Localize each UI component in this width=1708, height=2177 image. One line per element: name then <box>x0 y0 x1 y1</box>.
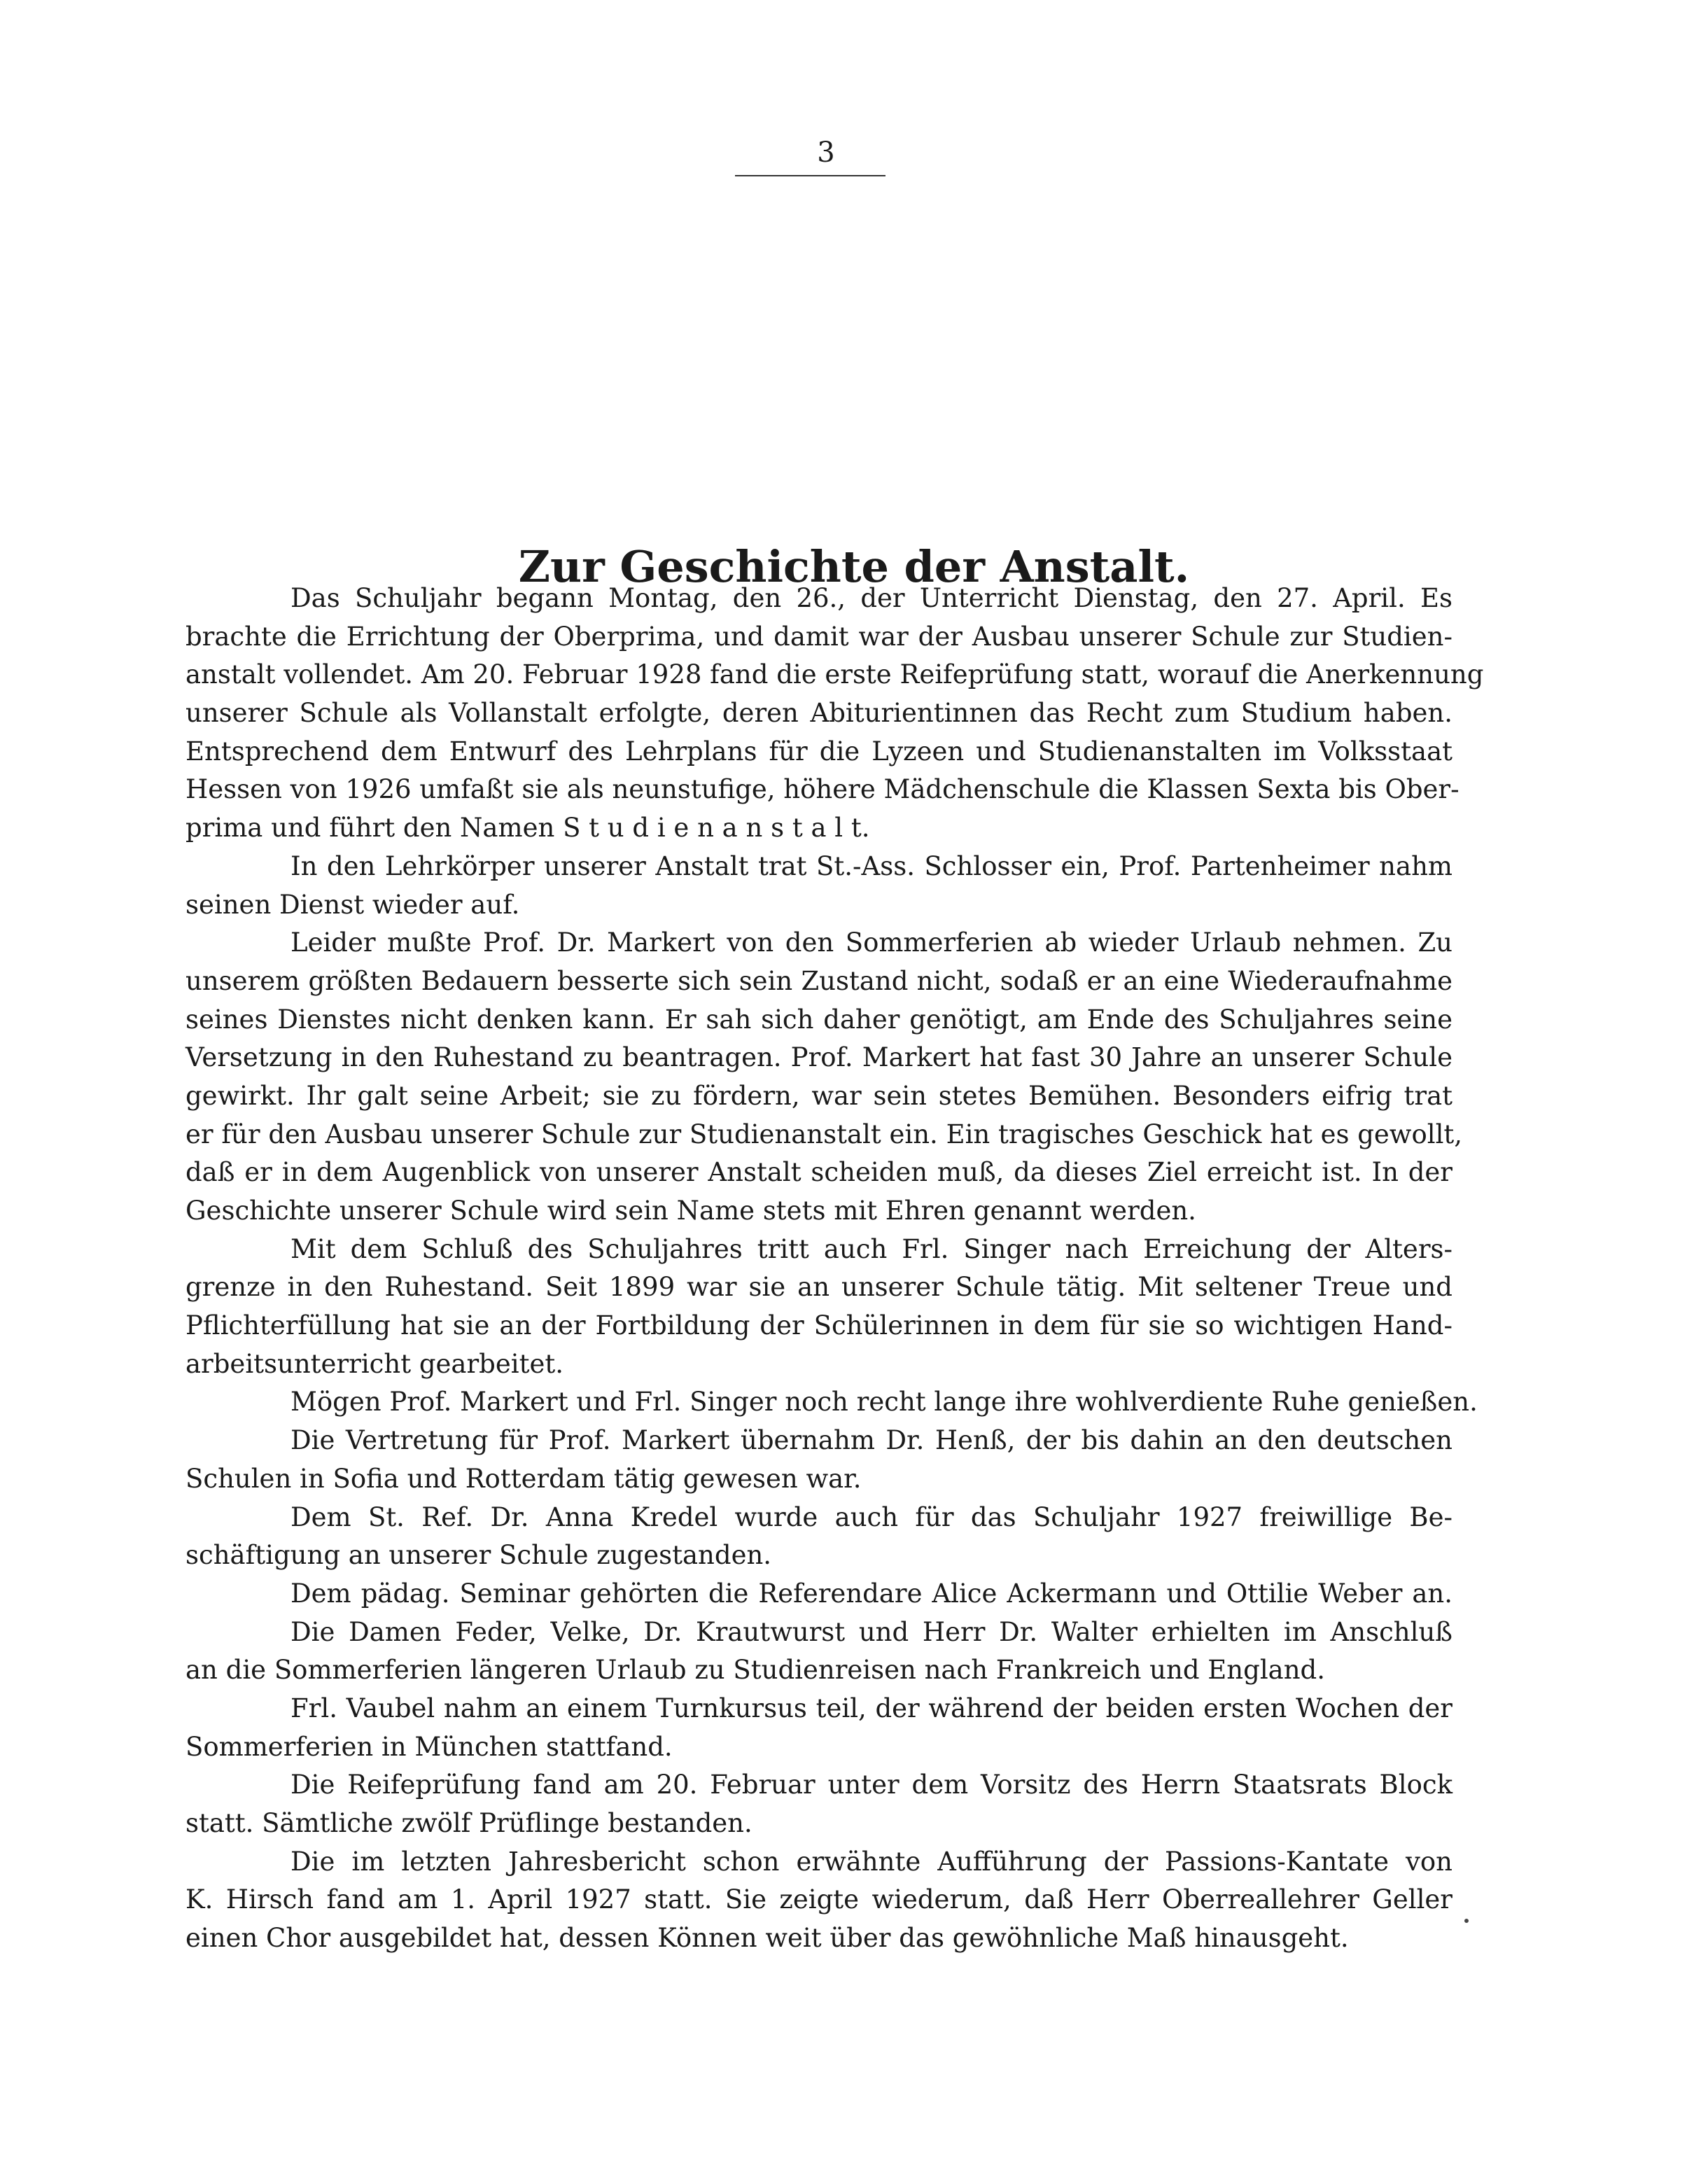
text-line: Dem pädag. Seminar gehörten die Referendare Alice Ackermann und Ottilie Weber an. <box>290 1578 1452 1609</box>
page-number: 3 <box>817 136 835 169</box>
text-line: Hessen von 1926 umfaßt sie als neunstufige, höhere Mädchenschule die Klassen Sexta bis Ober- <box>186 774 1460 805</box>
text-line: Dem St. Ref. Dr. Anna Kredel wurde auch für das Schuljahr 1927 freiwillige Be- <box>290 1502 1452 1532</box>
text-line: In den Lehrkörper unserer Anstalt trat St.-Ass. Schlosser ein, Prof. Partenheimer nahm <box>290 850 1452 881</box>
text-line: einen Chor ausgebildet hat, dessen Können weit über das gewöhnliche Maß hinausgeht. <box>186 1923 1349 1954</box>
body-text <box>186 580 1484 1958</box>
text-line: anstalt vollendet. Am 20. Februar 1928 fand die erste Reifeprüfung statt, worauf die Anerkennung <box>186 659 1484 690</box>
text-line: Pflichterfüllung hat sie an der Fortbildung der Schülerinnen in dem für sie so wichtigen Hand- <box>186 1310 1452 1341</box>
text-line: unserer Schule als Vollanstalt erfolgte, deren Abiturientinnen das Recht zum Studium haben. <box>186 698 1452 729</box>
text-line: Schulen in Sofia und Rotterdam tätig gewesen war. <box>186 1463 862 1494</box>
text-line: an die Sommerferien längeren Urlaub zu Studienreisen nach Frankreich und England. <box>186 1655 1325 1686</box>
text-line: arbeitsunterricht gearbeitet. <box>186 1348 564 1379</box>
text-line: grenze in den Ruhestand. Seit 1899 war sie an unserer Schule tätig. Mit seltener Treue und <box>186 1272 1452 1303</box>
text-line: daß er in dem Augenblick von unserer Anstalt scheiden muß, da dieses Ziel erreicht ist. In der <box>186 1157 1452 1188</box>
text-line: seinen Dienst wieder auf. <box>186 889 520 920</box>
text-line: brachte die Errichtung der Oberprima, und damit war der Ausbau unserer Schule zur Studien- <box>186 621 1452 652</box>
text-line: Die Vertretung für Prof. Markert übernahm Dr. Henß, der bis dahin an den deutschen <box>290 1425 1452 1456</box>
text-line: Mit dem Schluß des Schuljahres tritt auch Frl. Singer nach Erreichung der Alters- <box>290 1233 1452 1264</box>
text-line: statt. Sämtliche zwölf Prüflinge bestanden. <box>186 1808 752 1838</box>
text-line: Versetzung in den Ruhestand zu beantragen. Prof. Markert hat fast 30 Jahre an unserer Schule <box>186 1042 1452 1073</box>
text-line: unserem größten Bedauern besserte sich sein Zustand nicht, sodaß er an eine Wiederaufnahme <box>186 965 1452 996</box>
text-line: Leider mußte Prof. Dr. Markert von den Sommerferien ab wieder Urlaub nehmen. Zu <box>290 927 1452 958</box>
text-line: Die Reifeprüfung fand am 20. Februar unter dem Vorsitz des Herrn Staatsrats Block <box>290 1770 1452 1800</box>
text-line: Die im letzten Jahresbericht schon erwähnte Aufführung der Passions-Kantate von <box>290 1846 1452 1877</box>
text-line: Entsprechend dem Entwurf des Lehrplans für die Lyzeen und Studienanstalten im Volksstaat <box>186 736 1452 766</box>
scan-speck <box>1464 1919 1469 1923</box>
page-number-rule <box>735 175 886 176</box>
text-line: Frl. Vaubel nahm an einem Turnkursus teil, der während der beiden ersten Wochen der <box>290 1693 1452 1723</box>
text-line: schäftigung an unserer Schule zugestanden. <box>186 1540 772 1571</box>
text-line: Das Schuljahr begann Montag, den 26., der Unterricht Dienstag, den 27. April. Es <box>290 583 1452 613</box>
text-line: er für den Ausbau unserer Schule zur Studienanstalt ein. Ein tragisches Geschick hat es gewollt, <box>186 1119 1463 1149</box>
text-line: Mögen Prof. Markert und Frl. Singer noch recht lange ihre wohlverdiente Ruhe genießen. <box>290 1387 1478 1418</box>
text-line: Sommerferien in München stattfand. <box>186 1731 673 1762</box>
section-heading: Zur Geschichte der Anstalt. <box>518 540 1190 592</box>
text-line: gewirkt. Ihr galt seine Arbeit; sie zu fördern, war sein stetes Bemühen. Besonders eifrig trat <box>186 1080 1452 1111</box>
text-line: K. Hirsch fand am 1. April 1927 statt. Sie zeigte wiederum, daß Herr Oberreallehrer Geller <box>186 1884 1452 1915</box>
text-line: Die Damen Feder, Velke, Dr. Krautwurst und Herr Dr. Walter erhielten im Anschluß <box>290 1616 1452 1647</box>
text-line: prima und führt den Namen S t u d i e n a n s t a l t. <box>186 813 870 844</box>
text-line: seines Dienstes nicht denken kann. Er sah sich daher genötigt, am Ende des Schuljahres seine <box>186 1004 1452 1035</box>
text-line: Geschichte unserer Schule wird sein Name stets mit Ehren genannt werden. <box>186 1196 1196 1226</box>
